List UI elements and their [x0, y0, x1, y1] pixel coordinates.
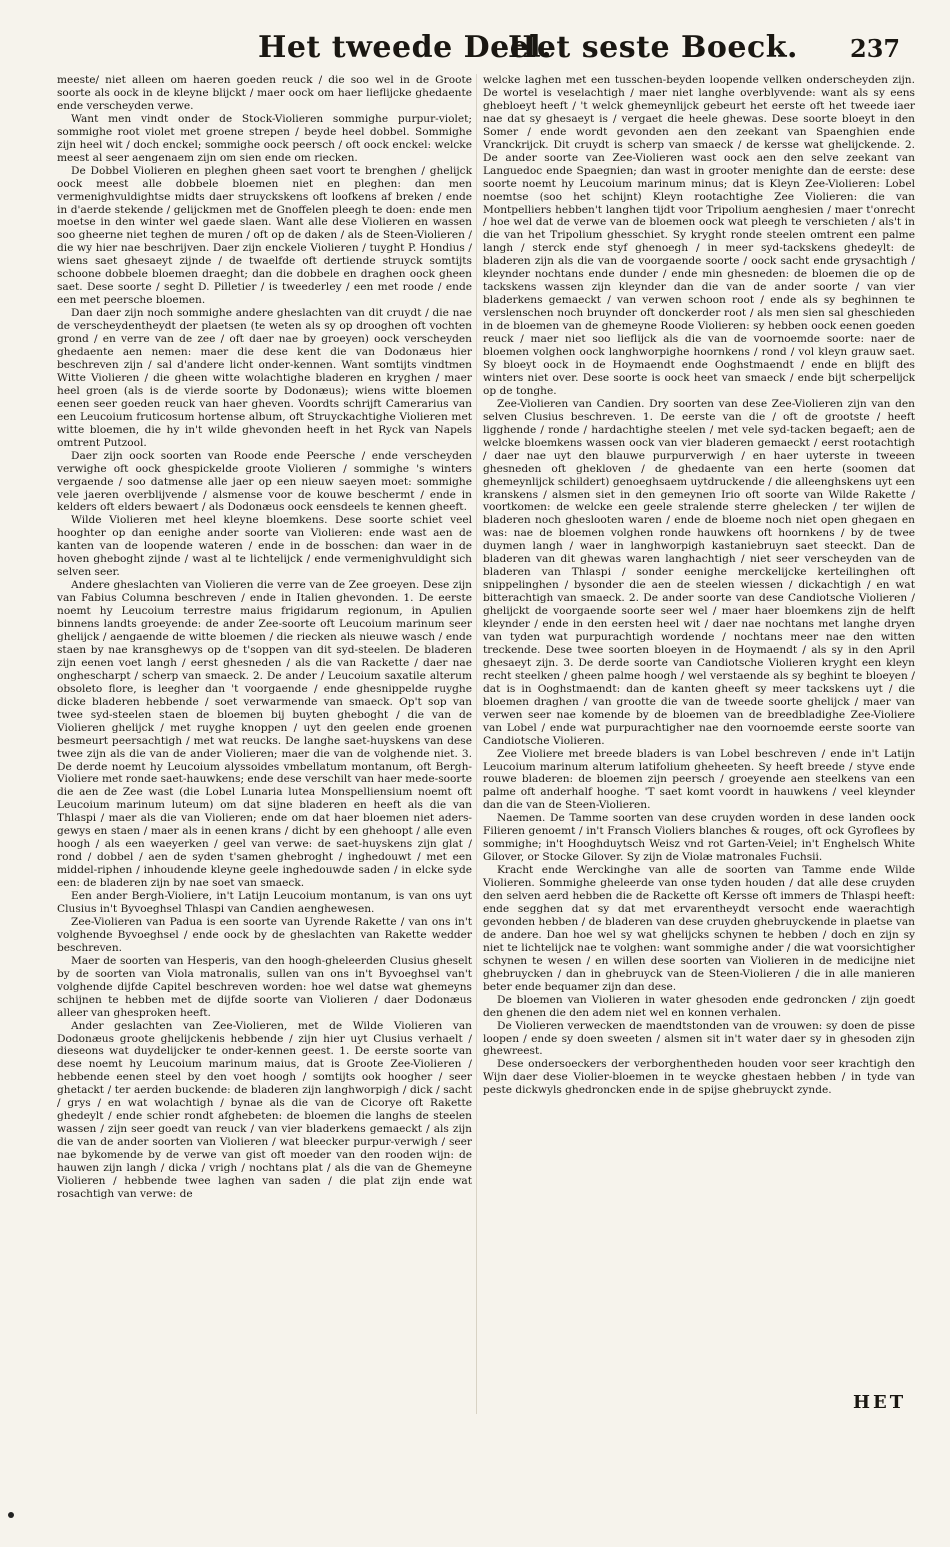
right-paragraph: De Violieren verwecken de maendtstonden van de vrouwen: sy doen de pisse loopen / ende sy doen sweeten / alsmen sit in't water daer sy in ghesoden zijn ghewreest.	[483, 1019, 915, 1058]
ink-spot	[8, 1512, 14, 1518]
right-paragraph: Kracht ende Werckinghe van alle de soorten van Tamme ende Wilde Violieren. Sommighe gheleerde van onse tyden houden / dat alle dese cruyden den selven aerd hebben die de Rackette oft Kersse oft immers de Thlaspi heeft: ende segghen dat sy dat met ervarentheydt versocht ende waerachtigh gevonden hebben / de bladeren van dese cruyden ghebruyckende in plaetse van de andere. Dan hoe wel sy wat ghelijcks schynen te hebben / doch en zijn sy niet te lichtelijck nae te volghen: want sommighe ander / die wat voorsichtigher schynen te wesen / en willen dese soorten van Violieren in de medicijne niet ghebruycken / dan in ghebruyck van de Steen-Violieren / die in alle manieren beter ende bequamer zijn dan dese.	[483, 864, 915, 993]
left-paragraph: meeste/ niet alleen om haeren goeden reuck / die soo wel in de Groote soorte als oock in de kleyne blijckt / maer oock om haer lieflijcke ghedaente ende verscheyden verwe.	[57, 74, 472, 112]
left-column	[57, 74, 472, 1201]
left-paragraph: Zee-Violieren van Padua is een soorte van Uyrende Rakette / van ons in't volghende Byvoeghsel / ende oock by de gheslachten van Rakette wedder beschreven.	[57, 915, 472, 954]
right-paragraph: Zee-Violieren van Candien. Dry soorten van dese Zee-Violieren zijn van den selven Clusius beschreven. 1. De eerste van die / oft de grootste / heeft ligghende / ronde / hardachtighe steelen / met vele syd-tacken begaeft; aen de welcke bloemkens wassen oock van vier bladeren gemaeckt / eerst rootachtigh / daer nae uyt den blauwe purpurverwigh / en haer uyterste in tweeen ghesneden oft ghekloven / de ghedaente van een herte (soomen dat ghemeynlijck schildert) genoeghsaem uytdruckende / die alleenghskens uyt een kranskens / alsmen siet in den gemeynen Irio oft soorte van Wilde Rakette / voortkomen: de welcke een geele stralende sterre ghelecken / ter wijlen de bladeren noch gheslooten waren / ende de bloeme noch niet open ghegaen en was: nae de bloemen volghen ronde hauwkens oft hoornkens / by de twee duymen langh / waer in langhworpigh kastaniebruyn saet steeckt. Dan de bladeren van dit ghewas waren langhachtigh / niet seer verscheyden van de bladeren van Thlaspi / sonder eenighe merckelijcke kerteilinghen oft snippelinghen / bysonder die aen de steelen wiessen / dickachtigh / en wat bitterachtigh van smaeck. 2. De ander soorte van dese Candiotsche Violieren / ghelijckt de voorgaende soorte seer wel / maer haer bloemkens zijn de helft kleynder / ende in den eersten heel wit / daer nae nochtans met langhe dryen van tyden wat purpurachtigh wordende / nochtans meer nae den witten treckende. Dese twee soorten bloeyen in de Hoymaendt / als sy in den April ghesaeyt zijn. 3. De derde soorte van Candiotsche Violieren kryght een kleyn recht steelken / gheen palme hoogh / wel verstaende als sy beghint te bloeyen / dat is in Ooghstmaendt: dan de kanten gheeft sy meer tackskens uyt / die bloemen draghen / van grootte die van de tweede soorte ghelijck / maer van verwen seer nae komende by de bloemen van de breedbladighe Zee-Violiere van Lobel / ende wat purpurachtigher nae den voornoemde eerste soorte van Candiotsche Violieren.	[483, 397, 915, 747]
left-paragraph: Want men vindt onder de Stock-Violieren sommighe purpur-violet; sommighe root violet met groene strepen / beyde heel dobbel. Sommighe zijn heel wit / doch enckel; sommighe oock peersch / oft oock enckel: welcke meest al seer aengenaem zijn om sien ende om riecken.	[57, 112, 472, 164]
right-column	[483, 74, 915, 1097]
right-paragraph: Zee Violiere met breede bladers is van Lobel beschreven / ende in't Latijn Leucoium marinum alterum latifolium gheheeten. Sy heeft breede / styve ende rouwe bladeren: de bloemen zijn peersch / groeyende aen steelkens van een palme oft anderhalf hooghe. 'T saet komt voordt in hauwkens / veel kleynder dan die van de Steen-Violieren.	[483, 747, 915, 812]
running-head-right: Het seste Boeck.	[508, 30, 798, 65]
left-paragraph: Ander geslachten van Zee-Violieren, met de Wilde Violieren van Dodonæus groote ghelijckenis hebbende / zijn hier uyt Clusius verhaelt / dieseons wat duydelijcker te onder-kennen geest. 1. De eerste soorte van dese noemt hy Leucoium marinum maius, dat is Groote Zee-Violieren / hebbende eenen steel by den voet hoogh / somtijts ook hoogher / seer ghetackt / ter aerden buckende: de bladeren zijn langhworpigh / dick / sacht / grys / en wat wolachtigh / bynae als die van de Cicorye oft Rakette ghedeylt / ende schier rondt afghebeten: de bloemen die langhs de steelen wassen / zijn seer goedt van reuck / van vier bladerkens gemaeckt / als zijn die van de ander soorten van Violieren / wat bleecker purpur-verwigh / seer nae bykomende by de verwe van gist oft moeder van den rooden wijn: de hauwen zijn langh / dicka / vrigh / nochtans plat / als die van de Ghemeyne Violieren / hebbende twee laghen van saden / die plat zijn ende wat rosachtigh van verwe: de	[57, 1019, 472, 1200]
running-head-left: Het tweede Deel.	[258, 30, 553, 65]
left-paragraph: Andere gheslachten van Violieren die verre van de Zee groeyen. Dese zijn van Fabius Columna beschreven / ende in Italien ghevonden. 1. De eerste noemt hy Leucoium terrestre maius frigidarum regionum, in Apulien binnens landts groeyende: de ander Zee-soorte oft Leucoium marinum seer ghelijck / aengaende de witte bloemen / die riecken als nieuwe wasch / ende staen by nae kransghewys op de t'soppen van dit syd-steelen. De bladeren zijn eenen voet langh / eerst ghesneden / als die van Rackette / daer nae onghescharpt / scherp van smaeck. 2. De ander / Leucoium saxatile alterum obsoleto flore, is leegher dan 't voorgaende / ende ghesnippelde ruyghe dicke bladeren hebbende / soet verwarmende van smaeck. Op't sop van twee syd-steelen staen de bloemen bij buyten gheboght / die van de Violieren ghelijck / met ruyghe knoppen / uyt den geelen ende groenen besmeurt peersachtigh / met wat reucks. De langhe saet-huyskens van dese twee zijn als die van de ander Violieren; maer die van de volghende niet. 3. De derde noemt hy Leucoium alyssoides vmbellatum montanum, oft Bergh-Violiere met ronde saet-hauwkens; ende dese verschilt van haer mede-soorte die aen de Zee wast (die Lobel Lunaria lutea Monspelliensium noemt oft Leucoium marinum luteum) om dat sijne bladeren en heeft als die van Thlaspi / maer als die van Violieren; ende om dat haer bloemen niet aders-gewys en staen / maer als in eenen krans / dicht by een ghehoopt / alle even hoogh / als een waeyerken / geel van verwe: de saet-huyskens zijn glat / rond / dobbel / aen de syden t'samen ghebroght / inghedouwt / met een middel-riphen / inhoudende kleyne geele inghedouwde saden / in elcke syde een: de bladeren zijn by nae soet van smaeck.	[57, 579, 472, 890]
column-divider	[476, 74, 477, 1414]
left-paragraph: Dan daer zijn noch sommighe andere gheslachten van dit cruydt / die nae de verscheydentheydt der plaetsen (te weten als sy op drooghen oft vochten grond / en verre van de zee / oft daer nae by groeyen) oock verscheyden ghedaente aen nemen: maer die dese kent die van Dodonæus hier beschreven zijn / sal d'andere licht onder-kennen. Want somtijts vindtmen Witte Violieren / die gheen witte wolachtighe bladeren en kryghen / maer heel groen (als is de vierde soorte by Dodonæus); wiens witte bloemen eenen seer goeden reuck van haer gheven. Voordts schrijft Camerarius van een Leucoium fruticosum hortense album, oft Struyckachtighe Violieren met witte bloemen, die hy in't wilde ghevonden heeft in het Ryck van Napels omtrent Putzool.	[57, 307, 472, 449]
left-paragraph: Wilde Violieren met heel kleyne bloemkens. Dese soorte schiet veel hooghter op dan eenighe ander soorte van Violieren: ende wast aen de kanten van de loopende wateren / ende in de bosschen: dan waer in de hoven gheboght zijnde / wast al te lichtelijck / ende vermenighvuldight sich selven seer.	[57, 514, 472, 579]
left-paragraph: De Dobbel Violieren en pleghen gheen saet voort te brenghen / ghelijck oock meest alle dobbele bloemen niet en pleghen: dan men vermenighvuldightse midts daer struyckskens oft loofkens af breken / ende in d'aerde stekende / gelijckmen met de Gnoffelen pleegh te doen: ende men moetse in den winter wel gaede slaen. Want alle dese Violieren en wassen soo gheerne niet teghen de muren / oft op de daken / als de Steen-Violieren / die wy hier nae beschrijven. Daer zijn enckele Violieren / tuyght P. Hondius / wiens saet ghesaeyt zijnde / de twaelfde oft dertiende struyck somtijts schoone dobbele bloemen draeght; dan die dobbele en draghen oock gheen saet. Dese soorte / seght D. Pilletier / is tweederley / een met roode / ende een met peersche bloemen.	[57, 164, 472, 307]
left-paragraph: Een ander Bergh-Violiere, in't Latijn Leucoium montanum, is van ons uyt Clusius in't Byvoeghsel Thlaspi van Candien aenghewesen.	[57, 890, 472, 915]
page-number: 237	[850, 34, 901, 63]
left-paragraph: Maer de soorten van Hesperis, van den hoogh-gheleerden Clusius gheselt by de soorten van Viola matronalis, sullen van ons in't Byvoeghsel van't volghende dijfde Capitel beschreven worden: hoe wel datse wat ghemeyns schijnen te hebben met de dijfde soorte van Violieren / daer Dodonæus alleer van ghesproken heeft.	[57, 954, 472, 1019]
right-paragraph: De bloemen van Violieren in water ghesoden ende gedroncken / zijn goedt den ghenen die den adem niet wel en konnen verhalen.	[483, 993, 915, 1019]
catchword: HET	[853, 1392, 907, 1413]
right-paragraph: Dese ondersoeckers der verborghentheden houden voor seer krachtigh den Wijn daer dese Violier-bloemen in te weycke ghestaen hebben / in tyde van peste dickwyls ghedroncken ende in de spijse ghebruyckt zynde.	[483, 1058, 915, 1097]
left-paragraph: Daer zijn oock soorten van Roode ende Peersche / ende verscheyden verwighe oft oock ghespickelde groote Violieren / sommighe 's winters vergaende / soo datmense alle jaer op een nieuw saeyen moet: sommighe vele jaeren overblijvende / alsmense voor de kouwe beschermt / ende in kelders oft elders bewaert / als Dodonæus oock eensdeels te kennen gheeft.	[57, 449, 472, 514]
right-paragraph: Naemen. De Tamme soorten van dese cruyden worden in dese landen oock Filieren genoemt / in't Fransch Violiers blanches & rouges, oft ock Gyroflees by sommighe; in't Hooghduytsch Weisz vnd rot Garten-Veiel; in't Enghelsch White Gilover, or Stocke Gilover. Sy zijn de Violæ matronales Fuchsii.	[483, 812, 915, 864]
running-head	[0, 30, 950, 74]
right-paragraph: welcke laghen met een tusschen-beyden loopende vellken onderscheyden zijn. De wortel is veselachtigh / maer niet langhe overblyvende: want als sy eens ghebloeyt heeft / 't welck ghemeynlijck gebeurt het eerste oft het tweede iaer nae dat sy ghesaeyt is / vergaet die heele ghewas. Dese soorte bloeyt in den Somer / ende wordt gevonden aen den zeekant van Spaenghien ende Vranckrijck. Dit cruydt is scherp van smaeck / de kersse wat ghelijckende. 2. De ander soorte van Zee-Violieren wast oock aen den selve zeekant van Languedoc ende Spaegnien; dan wast in grooter menighte dan de eerste: dese soorte noemt hy Leucoium marinum minus; dat is Kleyn Zee-Violieren: Lobel noemtse (soo het schijnt) Kleyn rootachtighe Zee Violieren: die van Montpelliers hebben't langhen tijdt voor Tripolium aenghesien / maer t'onrecht / hoe wel dat de verwe van de bloemen oock wat pleegh te verschieten / als't in die van het Tripolium ghesschiet. Sy kryght ronde steelen omtrent een palme langh / sterck ende styf ghenoegh / in meer syd-tackskens ghedeylt: de bladeren zijn als die van de voorgaende soorte / oock sacht ende grysachtigh / kleynder nochtans ende dunder / ende min ghesneden: de bloemen die op de tackskens wassen zijn kleynder dan die van de ander soorte / van vier bladerkens gemaeckt / van verwen schoon root / ende als sy beghinnen te verslenschen noch bruynder oft donckerder root / als men sien sal gheschieden in de bloemen van de ghemeyne Roode Violieren: sy hebben oock eenen goeden reuck / maer niet soo lieflijck als die van de voornoemde soorte: naer de bloemen volghen oock langhworpighe hoornkens / rond / vol kleyn grauw saet. Sy bloeyt oock in de Hoymaendt ende Ooghstmaendt / ende en blijft des winters niet over. Dese soorte is oock heet van smaeck / ende bijt scherpelijck op de tonghe.	[483, 74, 915, 397]
